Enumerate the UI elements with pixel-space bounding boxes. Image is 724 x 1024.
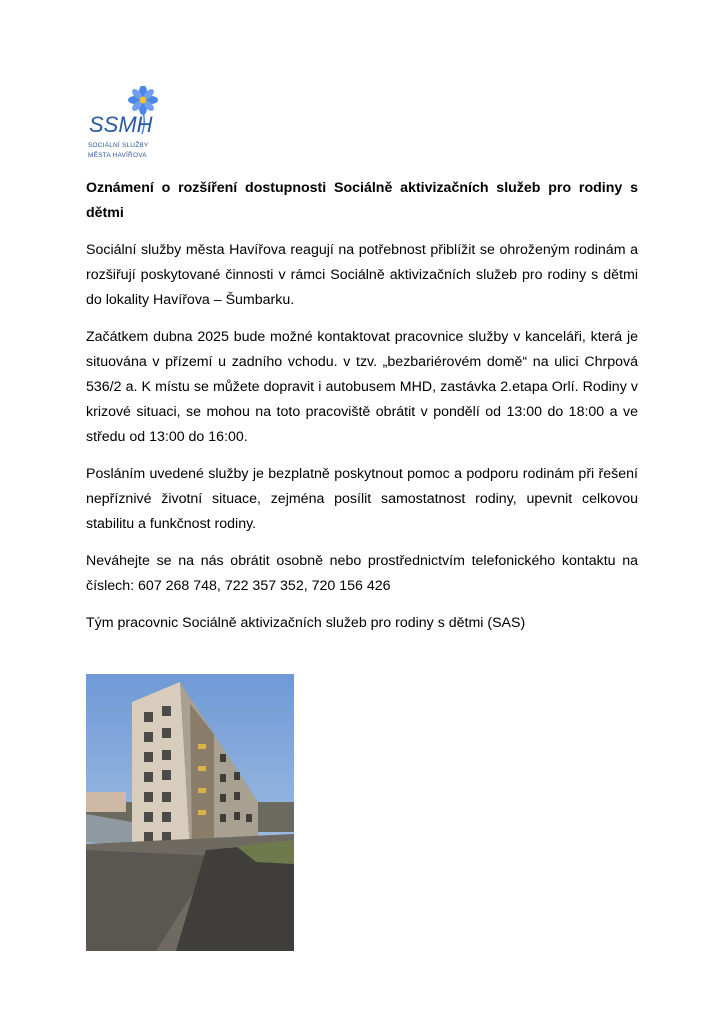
logo-line1: SOCIÁLNÍ SLUŽBY <box>88 142 149 149</box>
logo-graphic <box>86 86 164 142</box>
paragraph-contact: Neváhejte se na nás obrátit osobně nebo prostřednictvím telefonického kontaktu na číslech: 607 268 748, 722 357 352, 720 156 426 <box>86 553 638 594</box>
document-body <box>86 176 638 636</box>
paragraph-office: Začátkem dubna 2025 bude možné kontaktovat pracovnice služby v kanceláři, která je situována v přízemí u zadního vchodu. v tzv. „bezbariérovém domě“ na ulici Chrpová 536/2 a. K místu se můžete dopravit i autobusem MHD, zastávka 2.etapa Orlí. Rodiny v krizové situaci, se mohou na toto pracoviště obrátit v pondělí od 13:00 do 18:00 a ve středu od 13:00 do 16:00. <box>86 329 638 445</box>
building-photo <box>86 674 294 951</box>
flower-icon <box>128 86 158 115</box>
logo-mark: SSMH <box>89 112 153 137</box>
document-title: Oznámení o rozšíření dostupnosti Sociálně aktivizačních služeb pro rodiny s dětmi <box>86 180 638 221</box>
paragraph-signature: Tým pracovnic Sociálně aktivizačních služeb pro rodiny s dětmi (SAS) <box>86 615 526 631</box>
ssmh-logo <box>86 86 164 166</box>
paragraph-mission: Posláním uvedené služby je bezplatně poskytnout pomoc a podporu rodinám při řešení nepříznivé životní situace, zejména posílit samostatnost rodiny, upevnit celkovou stabilitu a funkčnost rodiny. <box>86 466 638 532</box>
logo-line2: MĚSTA HAVÍŘOVA <box>88 152 147 159</box>
paragraph-intro: Sociální služby města Havířova reagují na potřebnost přiblížit se ohroženým rodinám a rozšiřují poskytované činnosti v rámci Sociálně aktivizačních služeb pro rodiny s dětmi do lokality Havířova – Šumbarku. <box>86 242 638 308</box>
